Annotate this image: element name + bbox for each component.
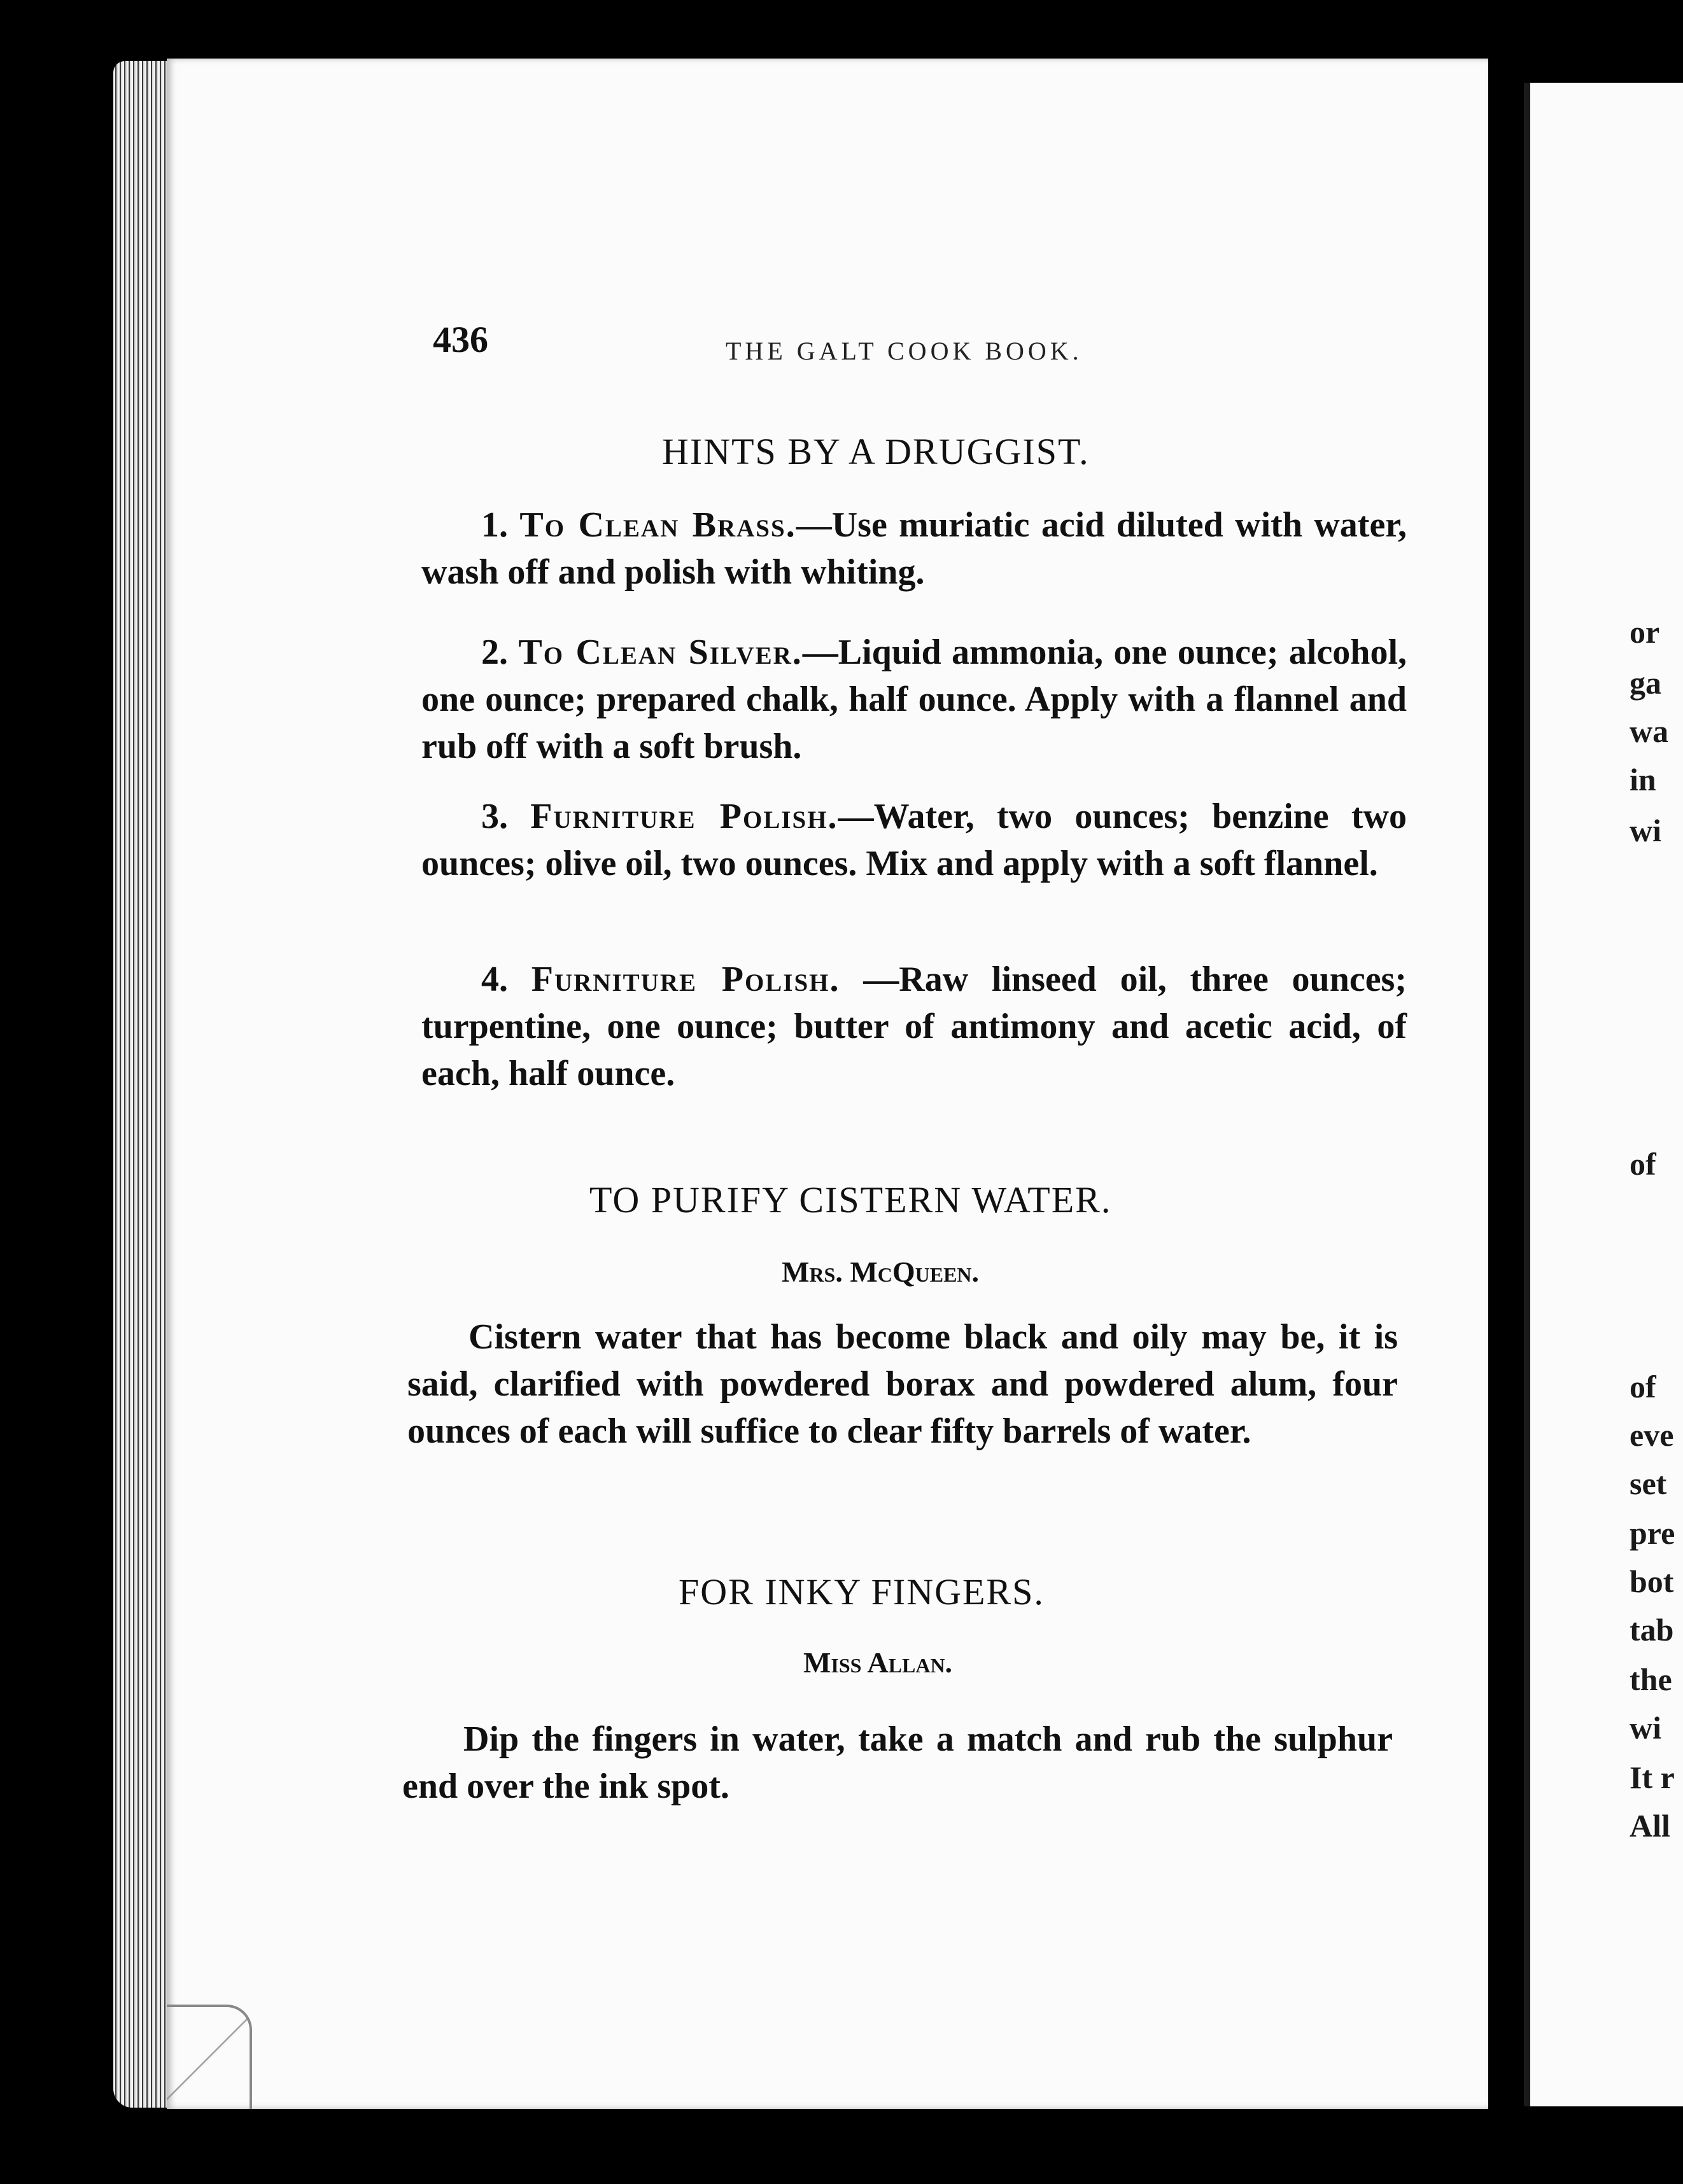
facing-page-fragment: of (1630, 1146, 1656, 1182)
hint-number: 3. (481, 797, 508, 836)
hint-title: To Clean Silver. (518, 633, 803, 672)
facing-page-fragment: or (1630, 614, 1660, 650)
hint-text: —Raw linseed oil, three ounces; turpentine, one ounce; butter of antimony and acetic acid, of each, half ounce. (421, 960, 1407, 1093)
facing-page-fragment: wa (1630, 713, 1669, 749)
section-heading-hints: HINTS BY A DRUGGIST. (662, 431, 1090, 472)
facing-page-fragment: All (1630, 1808, 1670, 1844)
facing-page (1524, 83, 1683, 2106)
byline-mcqueen: Mrs. McQueen. (782, 1256, 980, 1288)
hint-item-3 (421, 793, 1407, 887)
facing-page-fragment: pre (1630, 1515, 1675, 1551)
facing-page-fragment: of (1630, 1369, 1656, 1404)
hint-number: 4. (481, 960, 508, 999)
section-heading-inky-fingers: FOR INKY FINGERS. (679, 1571, 1045, 1613)
cistern-paragraph: Cistern water that has become black and oily may be, it is said, clarified with powdered borax and powdered alum, four ounces of each will suffice to clear fifty barrels of water. (407, 1317, 1398, 1451)
byline-allan: Miss Allan. (803, 1646, 953, 1679)
hint-title: Furniture Polish. (531, 960, 840, 999)
inky-fingers-paragraph: Dip the fingers in water, take a match and rub the sulphur end over the ink spot. (402, 1719, 1393, 1806)
running-title: THE GALT COOK BOOK. (726, 337, 1083, 365)
hint-number: 2. (481, 633, 508, 672)
hint-text: —Use muriatic acid diluted with water, wash off and polish with whiting. (421, 505, 1407, 592)
hint-title: To Clean Brass. (519, 505, 796, 545)
facing-page-fragment: wi (1630, 813, 1661, 848)
facing-page-fragment: bot (1630, 1564, 1674, 1599)
page-corner-fold (167, 2005, 252, 2109)
hint-title: Furniture Polish. (530, 797, 838, 836)
facing-page-fragment: ga (1630, 665, 1661, 701)
facing-page-fragment: in (1630, 762, 1656, 797)
facing-page-fragment: the (1630, 1662, 1672, 1697)
facing-page-fragment: It r (1630, 1760, 1675, 1795)
hint-text: —Liquid ammonia, one ounce; alcohol, one ounce; prepared chalk, half ounce. Apply with a flannel and rub off with a soft brush. (421, 633, 1407, 766)
hint-item-2 (421, 629, 1407, 770)
hint-text: —Water, two ounces; benzine two ounces; olive oil, two ounces. Mix and apply with a soft flannel. (421, 797, 1407, 883)
facing-page-fragment: set (1630, 1466, 1667, 1501)
section-heading-cistern: TO PURIFY CISTERN WATER. (589, 1179, 1112, 1221)
page-number: 436 (433, 319, 488, 360)
facing-page-fragment: eve (1630, 1417, 1674, 1453)
hint-number: 1. (481, 505, 508, 545)
hint-item-1 (421, 501, 1407, 596)
hint-item-4 (421, 956, 1407, 1097)
facing-page-fragment: wi (1630, 1710, 1661, 1746)
facing-page-fragment: tab (1630, 1612, 1674, 1648)
page-edges (113, 61, 171, 2108)
